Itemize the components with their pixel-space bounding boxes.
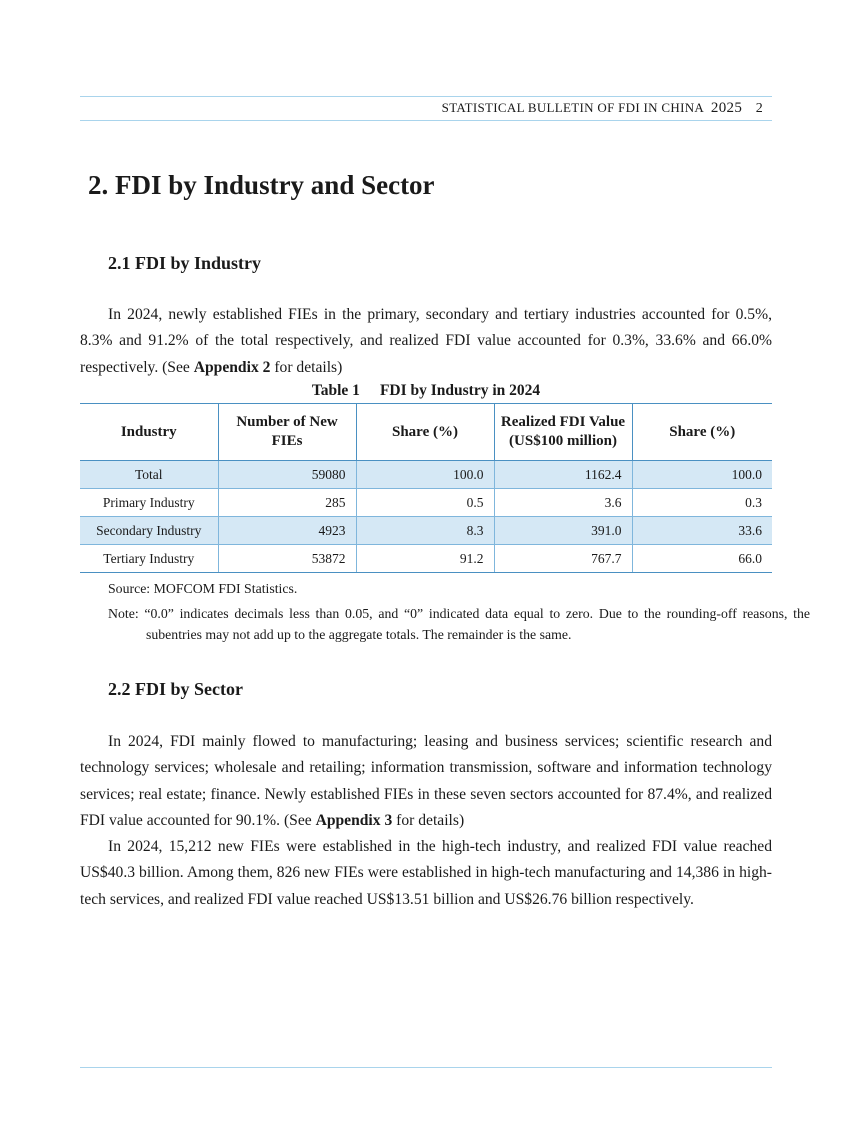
sector-paragraph-tail: for details) (392, 811, 465, 829)
table-row (80, 545, 772, 573)
table-cell: Tertiary Industry (80, 545, 218, 573)
table-cell: Total (80, 461, 218, 489)
table-cell: 33.6 (632, 517, 772, 545)
table-cell: 285 (218, 489, 356, 517)
footer-rule (80, 1067, 772, 1068)
subsection-title-industry: 2.1 FDI by Industry (108, 253, 262, 273)
header-year: 2025 (710, 100, 743, 116)
column-header: Realized FDI Value (US$100 million) (494, 404, 632, 461)
table-number: Table 1 (311, 382, 360, 399)
section-title: 2. FDI by Industry and Sector (88, 170, 435, 200)
column-header: Share (%) (356, 404, 494, 461)
sector-paragraph (80, 729, 772, 834)
sector-paragraph-text: In 2024, FDI mainly flowed to manufacturing; leasing and business services; scientific research and technology services; wholesale and retailing; information transmission, software and information technology services; real estate; finance. Newly established FIEs in these seven sectors accounted for 87.4%, and realized FDI value accounted for 90.1%. (See (80, 733, 772, 829)
fdi-industry-table (80, 403, 772, 573)
table-header-row (80, 404, 772, 461)
table-cell: 4923 (218, 517, 356, 545)
table-note: Note: “0.0” indicates decimals less than 0.05, and “0” indicated data equal to zero. Due to the rounding-off reasons, the subentries may not add up to the aggregate totals. The remainder is the same. (108, 606, 810, 642)
table-cell: 1162.4 (494, 461, 632, 489)
high-tech-paragraph: In 2024, 15,212 new FIEs were established in the high-tech industry, and realized FDI value reached US$40.3 billion. Among them, 826 new FIEs were established in high-tech manufacturing and 14,386 in high-tech services, and realized FDI value reached US$13.51 billion and US$26.76 billion respectively. (80, 838, 772, 908)
table-caption (80, 382, 772, 400)
table-cell: 391.0 (494, 517, 632, 545)
table-cell: 66.0 (632, 545, 772, 573)
column-header: Number of New FIEs (218, 404, 356, 461)
table-caption-text: FDI by Industry in 2024 (379, 382, 541, 399)
table-row (80, 517, 772, 545)
appendix-3-link[interactable]: Appendix 3 (315, 811, 393, 829)
appendix-2-link[interactable]: Appendix 2 (193, 358, 271, 376)
table-cell: Secondary Industry (80, 517, 218, 545)
industry-paragraph-text: In 2024, newly established FIEs in the primary, secondary and tertiary industries accounted for 0.5%, 8.3% and 91.2% of the total respectively, and realized FDI value accounted for 0.3%, 33.6% and 66.0% respectively. (See (80, 306, 772, 376)
header-top-rule (80, 96, 772, 97)
page-number: 2 (755, 101, 763, 116)
table-cell: 100.0 (356, 461, 494, 489)
table-cell: 100.0 (632, 461, 772, 489)
table-cell: 767.7 (494, 545, 632, 573)
table-cell: 91.2 (356, 545, 494, 573)
running-header (442, 100, 763, 117)
table-row (80, 489, 772, 517)
column-header: Share (%) (632, 404, 772, 461)
table-cell: 3.6 (494, 489, 632, 517)
header-bottom-rule (80, 120, 772, 121)
subsection-title-sector: 2.2 FDI by Sector (108, 679, 243, 699)
table-cell: 0.3 (632, 489, 772, 517)
table-cell: 8.3 (356, 517, 494, 545)
table-cell: 53872 (218, 545, 356, 573)
industry-paragraph (80, 302, 772, 381)
table-row (80, 461, 772, 489)
column-header: Industry (80, 404, 218, 461)
table-cell: 59080 (218, 461, 356, 489)
industry-paragraph-tail: for details) (270, 358, 343, 376)
table-source: Source: MOFCOM FDI Statistics. (108, 581, 298, 596)
table-cell: Primary Industry (80, 489, 218, 517)
header-title: STATISTICAL BULLETIN OF FDI IN CHINA (441, 100, 704, 115)
table-cell: 0.5 (356, 489, 494, 517)
